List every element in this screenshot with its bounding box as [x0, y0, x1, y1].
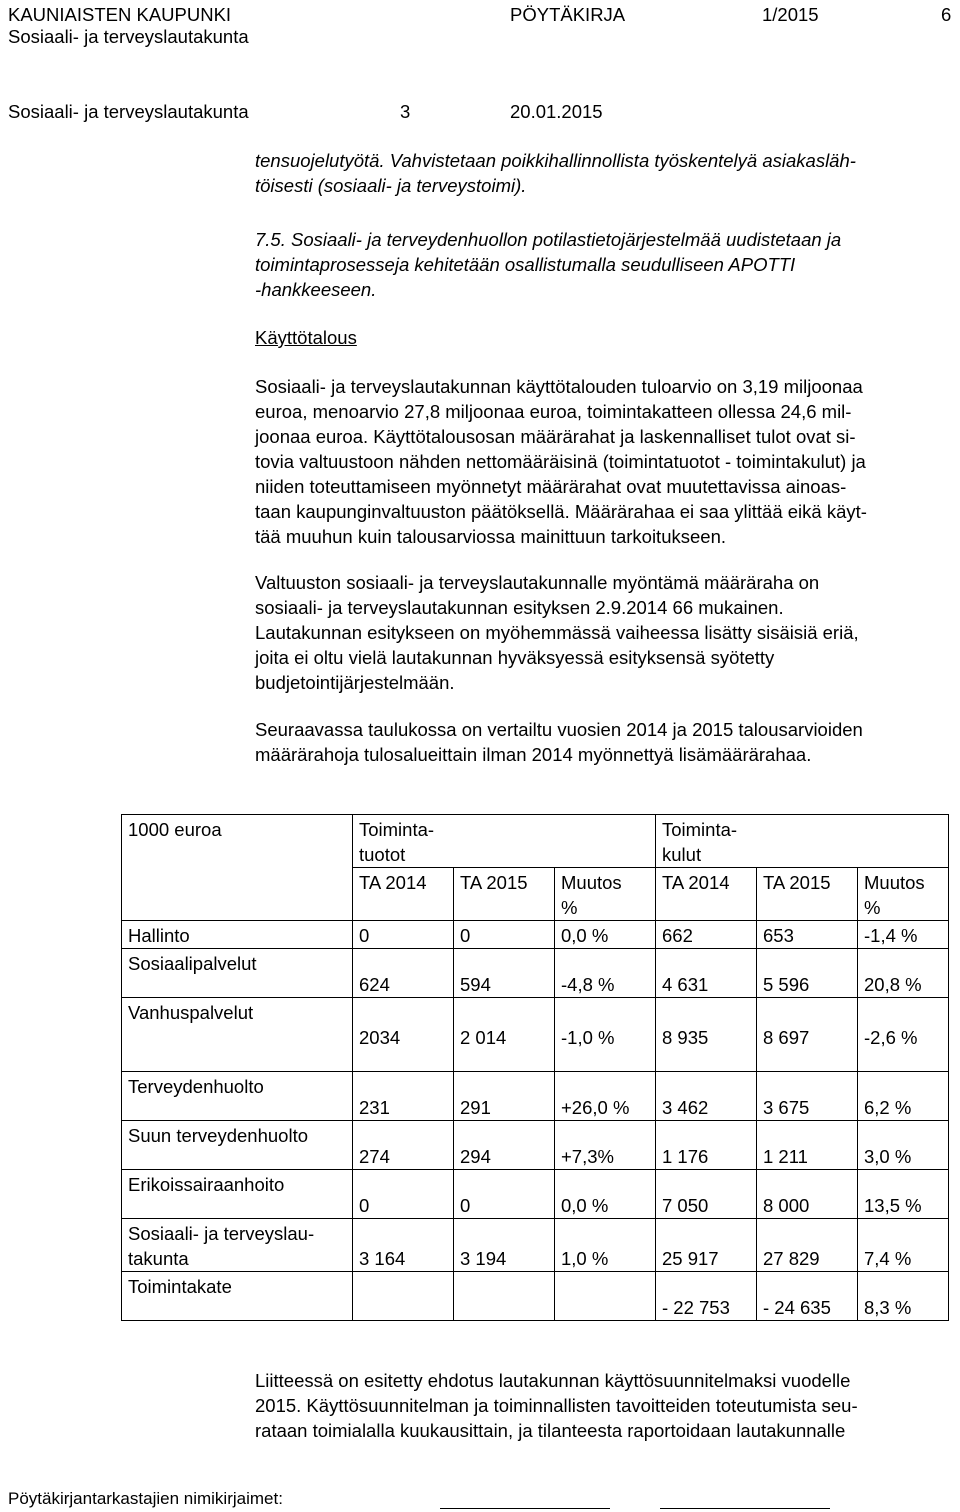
- row-label: Vanhuspalvelut: [122, 998, 353, 1072]
- table-row: [122, 1219, 949, 1272]
- document-type: PÖYTÄKIRJA: [510, 4, 626, 25]
- table-cell: 8 697: [757, 998, 858, 1072]
- section-heading: Käyttötalous: [255, 327, 357, 348]
- table-cell: [555, 1272, 656, 1321]
- table-row: [122, 1121, 949, 1170]
- table-cell: 0: [454, 1170, 555, 1219]
- table-cell: 0,0 %: [555, 921, 656, 949]
- table-row: [122, 1272, 949, 1321]
- row-label: Toimintakate: [122, 1272, 353, 1321]
- table-cell: 5 596: [757, 949, 858, 998]
- column-header: TA 2014: [353, 868, 454, 921]
- column-header: TA 2014: [656, 868, 757, 921]
- table-cell: -1,4 %: [858, 921, 949, 949]
- table-cell: -4,8 %: [555, 949, 656, 998]
- table-cell: 0: [454, 921, 555, 949]
- table-cell: 294: [454, 1121, 555, 1170]
- table-cell: 3 675: [757, 1072, 858, 1121]
- table-row: [122, 1170, 949, 1219]
- table-row: [122, 949, 949, 998]
- signature-line: [440, 1508, 610, 1509]
- signature-line: [660, 1508, 830, 1509]
- table-cell: - 24 635: [757, 1272, 858, 1321]
- table-cell: 662: [656, 921, 757, 949]
- table-cell: -1,0 %: [555, 998, 656, 1072]
- section-number: 3: [400, 101, 411, 122]
- budget-table: [121, 814, 949, 1321]
- row-label: Erikoissairaanhoito: [122, 1170, 353, 1219]
- column-header: Muutos %: [555, 868, 656, 921]
- item-7-5-text: 7.5. Sosiaali- ja terveydenhuollon potilastietojärjestelmää uudistetaan ja toimintaprosesseja kehitetään osallistumalla seudulliseen APOTTI -hankkeeseen.: [255, 229, 842, 300]
- row-label: Sosiaali- ja terveyslau- takunta: [122, 1219, 353, 1272]
- table-cell: 3 194: [454, 1219, 555, 1272]
- table-cell: 0,0 %: [555, 1170, 656, 1219]
- table-row: [122, 921, 949, 949]
- meeting-date: 20.01.2015: [510, 101, 603, 122]
- table-cell: +26,0 %: [555, 1072, 656, 1121]
- table-cell: 653: [757, 921, 858, 949]
- table-cell: 7,4 %: [858, 1219, 949, 1272]
- table-cell: -2,6 %: [858, 998, 949, 1072]
- table-header-row: [122, 815, 949, 868]
- table-cell: +7,3%: [555, 1121, 656, 1170]
- table-cell: 274: [353, 1121, 454, 1170]
- table-cell: 8 000: [757, 1170, 858, 1219]
- table-cell: 231: [353, 1072, 454, 1121]
- table-cell: 8 935: [656, 998, 757, 1072]
- row-label: Terveydenhuolto: [122, 1072, 353, 1121]
- committee-name: Sosiaali- ja terveyslautakunta: [8, 26, 249, 47]
- org-name: KAUNIAISTEN KAUPUNKI: [8, 4, 232, 25]
- appropriation-paragraph: Valtuuston sosiaali- ja terveyslautakunnalle myöntämä määräraha on sosiaali- ja terveyslautakunnan esityksen 2.9.2014 66 mukainen. Lautakunnan esitykseen on myöhemmässä vaiheessa lisätty sisäisiä eriä, joita ei oltu vielä lautakunnan hyväksyessä esityksensä syötetty budjetointijärjestelmään.: [255, 572, 859, 693]
- unit-header: 1000 euroa: [122, 815, 353, 921]
- column-header: Muutos %: [858, 868, 949, 921]
- table-cell: 1 211: [757, 1121, 858, 1170]
- table-cell: 291: [454, 1072, 555, 1121]
- intro-italic-text: tensuojelutyötä. Vahvistetaan poikkihallinnollista työskentelyä asiakasläh- töisesti (sosiaali- ja terveystoimi).: [255, 150, 856, 196]
- table-cell: - 22 753: [656, 1272, 757, 1321]
- column-header: TA 2015: [757, 868, 858, 921]
- table-cell: [454, 1272, 555, 1321]
- page-number: 6: [941, 4, 952, 25]
- table-row: [122, 1072, 949, 1121]
- row-label: Hallinto: [122, 921, 353, 949]
- table-cell: 25 917: [656, 1219, 757, 1272]
- table-row: [122, 998, 949, 1072]
- expense-group-header: Toiminta- kulut: [656, 815, 949, 868]
- table-cell: 1,0 %: [555, 1219, 656, 1272]
- budget-paragraph: Sosiaali- ja terveyslautakunnan käyttötalouden tuloarvio on 3,19 miljoonaa euroa, menoarvio 27,8 miljoonaa euroa, toimintakatteen ollessa 24,6 mil- joonaa euroa. Käyttötalousosan määrärahat ja laskennalliset tulot ovat si- tovia valtuustoon nähden nettomääräisinä (toimintatuotot - toimintakulut) ja niiden toteuttamiseen myönnetyt määrärahat ovat muutettavissa ainoas- taan kaupunginvaltuuston päätöksellä. Määrärahaa ei saa ylittää eikä käyt- tää muuhun kuin talousarviossa mainittuun tarkoitukseen.: [255, 376, 867, 547]
- table-cell: 1 176: [656, 1121, 757, 1170]
- table-cell: 2034: [353, 998, 454, 1072]
- row-label: Suun terveydenhuolto: [122, 1121, 353, 1170]
- table-cell: 6,2 %: [858, 1072, 949, 1121]
- table-cell: 3,0 %: [858, 1121, 949, 1170]
- table-cell: 27 829: [757, 1219, 858, 1272]
- table-cell: 0: [353, 921, 454, 949]
- table-cell: 0: [353, 1170, 454, 1219]
- income-group-header: Toiminta- tuotot: [353, 815, 656, 868]
- table-cell: 13,5 %: [858, 1170, 949, 1219]
- table-cell: 8,3 %: [858, 1272, 949, 1321]
- attachment-paragraph: Liitteessä on esitetty ehdotus lautakunnan käyttösuunnitelmaksi vuodelle 2015. Käyttösuunnitelman ja toiminnallisten tavoitteiden toteutumista seu- rataan toimialalla kuukausittain, ja tilanteesta raportoidaan lautakunnalle: [255, 1370, 858, 1441]
- table-cell: 4 631: [656, 949, 757, 998]
- table-cell: 2 014: [454, 998, 555, 1072]
- table-cell: 594: [454, 949, 555, 998]
- table-intro-paragraph: Seuraavassa taulukossa on vertailtu vuosien 2014 ja 2015 talousarvioiden määrärahoja tulosalueittain ilman 2014 myönnettyä lisämäärärahaa.: [255, 719, 863, 765]
- meeting-committee: Sosiaali- ja terveyslautakunta: [8, 101, 249, 122]
- column-header: TA 2015: [454, 868, 555, 921]
- table-cell: 624: [353, 949, 454, 998]
- table-cell: 20,8 %: [858, 949, 949, 998]
- signatures-label: Pöytäkirjantarkastajien nimikirjaimet:: [8, 1489, 283, 1508]
- table-cell: 7 050: [656, 1170, 757, 1219]
- table-cell: [353, 1272, 454, 1321]
- row-label: Sosiaalipalvelut: [122, 949, 353, 998]
- table-cell: 3 462: [656, 1072, 757, 1121]
- table-cell: 3 164: [353, 1219, 454, 1272]
- document-number: 1/2015: [762, 4, 819, 25]
